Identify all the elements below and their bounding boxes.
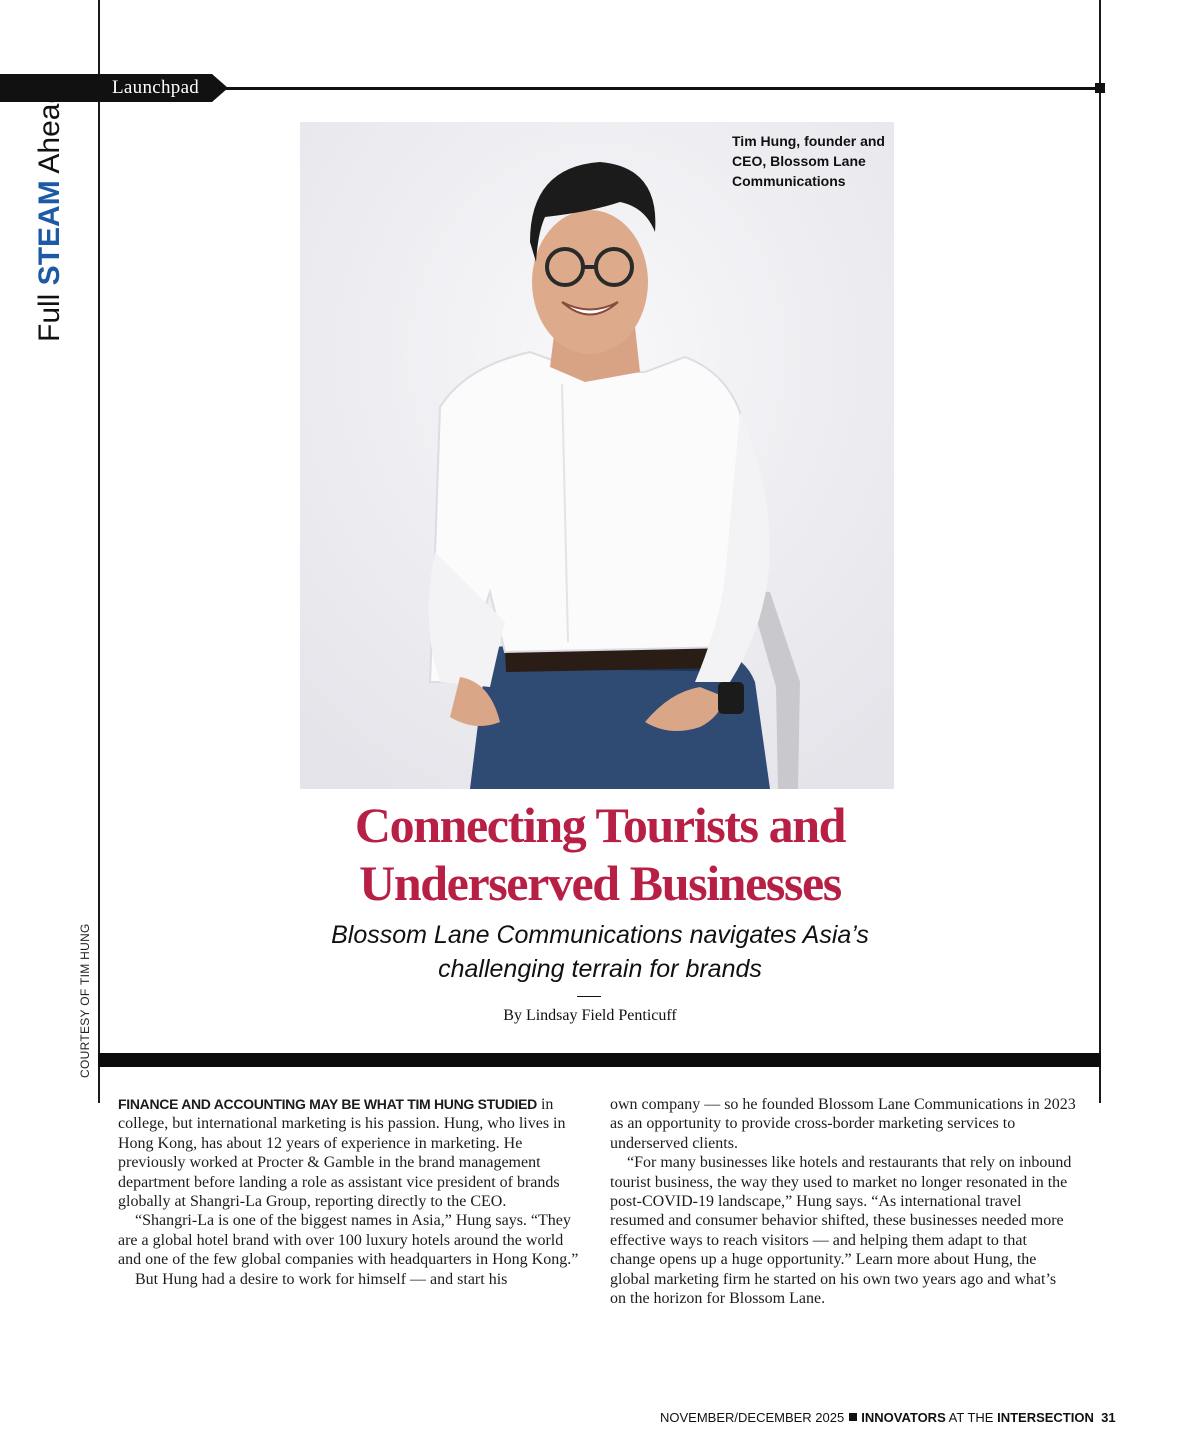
right-frame-line: [1099, 0, 1101, 1103]
body-paragraph: “For many businesses like hotels and restaurants that rely on inbound tourist business, the way they used to market no longer resonated in the post-COVID-19 landscape,” Hung says. “As international travel resumed and consumer behavior shifted, these businesses needed more effective ways to reach visitors — and helping them adapt to that change opens up a huge opportunity.” Learn more about Hung, the global marketing firm he started on his own two years ago and what’s on the horizon for Blossom Lane.: [610, 1154, 1072, 1308]
photo-caption: [732, 131, 902, 191]
paragraph-text: in college, but international marketing is his passion. Hung, who lives in Hong Kong, has about 12 years of experience in marketing. He previously worked at Procter & Gamble in the brand management department before landing a role as assistant vice president of brands globally at Shangri-La Group, reporting directly to the CEO.: [118, 1096, 566, 1211]
heavy-rule: [98, 1053, 1101, 1067]
caption-line: Tim Hung, founder and: [732, 133, 885, 149]
deck-line: Blossom Lane Communications navigates Asia’s: [331, 921, 869, 949]
rule-end-square: [1095, 83, 1105, 93]
deck-line: challenging terrain for brands: [438, 955, 762, 983]
body-column-2: [610, 1095, 1076, 1308]
portrait-illustration: [300, 122, 894, 789]
issue-date: NOVEMBER/DECEMBER 2025: [660, 1410, 845, 1425]
body-paragraph: But Hung had a desire to work for himself — and start his: [135, 1270, 508, 1288]
lead-in: FINANCE AND ACCOUNTING MAY BE WHAT TIM HUNG STUDIED: [118, 1096, 537, 1112]
left-frame-line: [98, 0, 100, 1103]
section-title-suffix: Ahead: [33, 86, 66, 174]
section-tab-label: Launchpad: [112, 77, 200, 98]
top-rule: [210, 87, 1100, 90]
headline-line: Connecting Tourists and: [354, 797, 846, 853]
magazine-name-part: INNOVATORS: [861, 1410, 946, 1425]
body-paragraph: [118, 1095, 588, 1211]
body-paragraph: “Shangri-La is one of the biggest names in Asia,” Hung says. “They are a global hotel brand with over 100 luxury hotels around the world and one of the few global companies with headquarters in Hong Kong.”: [118, 1212, 579, 1269]
magazine-name-part: AT THE: [948, 1410, 994, 1425]
headline-line: Underserved Businesses: [359, 855, 841, 911]
body-column-1: [118, 1095, 588, 1289]
body-paragraph: own company — so he founded Blossom Lane Communications in 2023 as an opportunity to provide cross-border marketing services to underserved clients.: [610, 1096, 1076, 1152]
vertical-section-title: [30, 87, 70, 342]
photo-credit: COURTESY OF TIM HUNG: [78, 923, 92, 1078]
caption-line: CEO, Blossom Lane: [732, 153, 866, 169]
byline: By Lindsay Field Penticuff: [503, 1007, 677, 1024]
caption-line: Communications: [732, 173, 846, 189]
deck: [150, 918, 1050, 986]
page-footer: [660, 1409, 1116, 1427]
magazine-name-part: INTERSECTION: [997, 1410, 1094, 1425]
page-number: 31: [1101, 1410, 1116, 1425]
square-bullet-icon: [849, 1413, 857, 1421]
headline: [150, 796, 1050, 912]
portrait-photo: [300, 122, 894, 789]
section-title-prefix: Full: [33, 293, 66, 342]
byline-divider: [577, 996, 601, 997]
section-title-highlight: STEAM: [33, 180, 66, 286]
